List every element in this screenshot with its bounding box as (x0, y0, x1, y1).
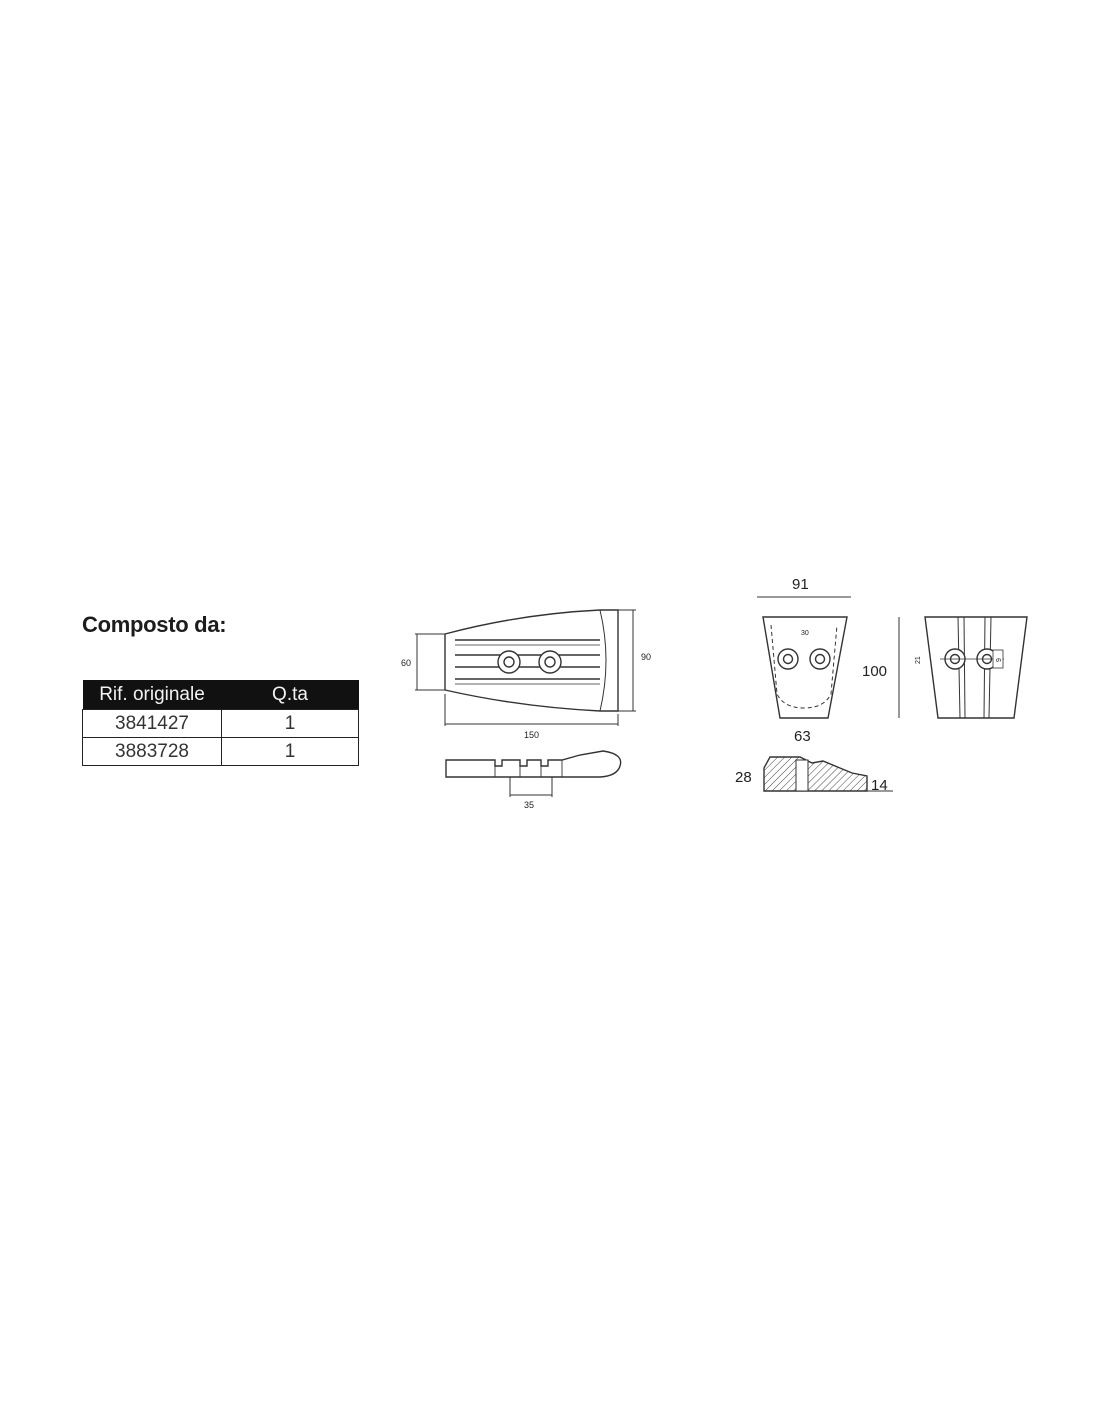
dim-slot: 30 (801, 630, 809, 637)
dim-side-small: 21 (915, 656, 922, 664)
quantity-cell: 1 (222, 738, 359, 766)
reference-cell: 3841427 (83, 710, 222, 738)
dim-top-width: 91 (792, 576, 809, 593)
anode-side-view (446, 751, 621, 777)
dim-length: 150 (524, 730, 540, 740)
reference-cell: 3883728 (83, 738, 222, 766)
anode-side-dimensions (510, 777, 552, 797)
dim-thick-left: 28 (735, 769, 752, 786)
dim-rib-spacing: 35 (524, 800, 535, 810)
quantity-cell: 1 (222, 710, 359, 738)
dim-height-small: 60 (401, 658, 412, 668)
dim-height-large: 90 (641, 652, 652, 662)
dim-thick-right: 14 (871, 777, 888, 794)
dim-bottom-width: 63 (794, 728, 811, 745)
dim-height: 100 (862, 663, 888, 680)
anode-top-view (445, 610, 618, 711)
column-header-quantity: Q.ta (222, 680, 359, 710)
column-header-reference: Rif. originale (83, 680, 222, 710)
anode-top-dimensions (415, 610, 636, 726)
trapezoid-rear-view (925, 617, 1027, 718)
dim-hole: 9 (996, 658, 1003, 662)
section-heading: Composto da: (82, 612, 227, 637)
